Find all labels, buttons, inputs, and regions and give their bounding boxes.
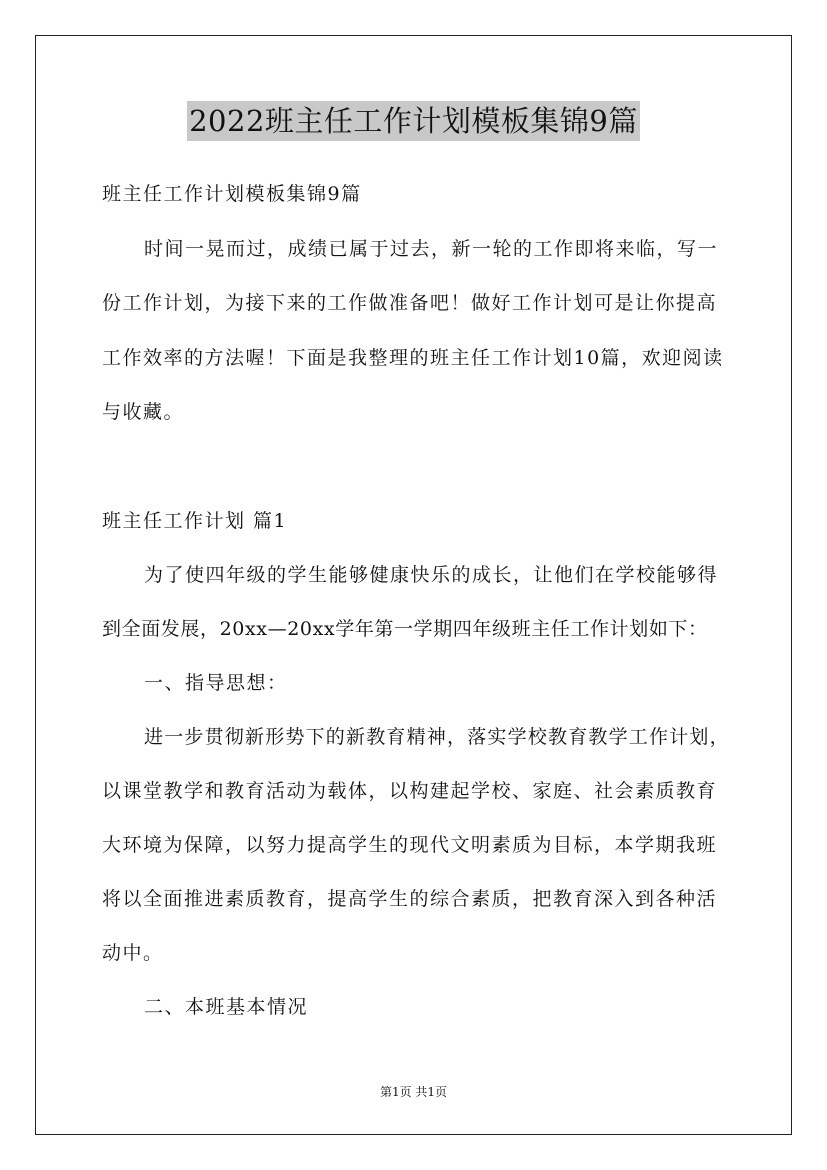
intro-line-4: 与收藏。 [102, 401, 185, 423]
page-footer: 第1页 共1页 [379, 1085, 448, 1099]
section-line-4: 进一步贯彻新形势下的新教育精神，落实学校教育教学工作计划， [144, 726, 730, 748]
intro-line-1: 时间一晃而过，成绩已属于过去，新一轮的工作即将来临，写一 [144, 238, 719, 260]
document-title: 2022班主任工作计划模板集锦9篇 [187, 101, 640, 141]
section-line-5: 以课堂教学和教育活动为载体，以构建起学校、家庭、社会素质教育 [102, 780, 718, 802]
section-line-9: 二、本班基本情况 [144, 996, 309, 1018]
section-line-7: 将以全面推进素质教育，提高学生的综合素质，把教育深入到各种活 [102, 888, 718, 910]
document-subtitle: 班主任工作计划模板集锦9篇 [102, 183, 362, 205]
section-line-2: 到全面发展，20xx—20xx学年第一学期四年级班主任工作计划如下： [102, 618, 708, 640]
section-line-3: 一、指导思想： [144, 672, 288, 694]
title-container [0, 101, 827, 141]
section-line-1: 为了使四年级的学生能够健康快乐的成长，让他们在学校能够得 [144, 564, 719, 586]
section-line-8: 动中。 [102, 942, 164, 964]
section-line-6: 大环境为保障，以努力提高学生的现代文明素质为目标，本学期我班 [102, 834, 718, 856]
intro-line-2: 份工作计划，为接下来的工作做准备吧！做好工作计划可是让你提高 [102, 292, 718, 314]
section-heading: 班主任工作计划 篇1 [102, 510, 288, 532]
intro-line-3: 工作效率的方法喔！下面是我整理的班主任工作计划10篇，欢迎阅读 [102, 347, 724, 369]
